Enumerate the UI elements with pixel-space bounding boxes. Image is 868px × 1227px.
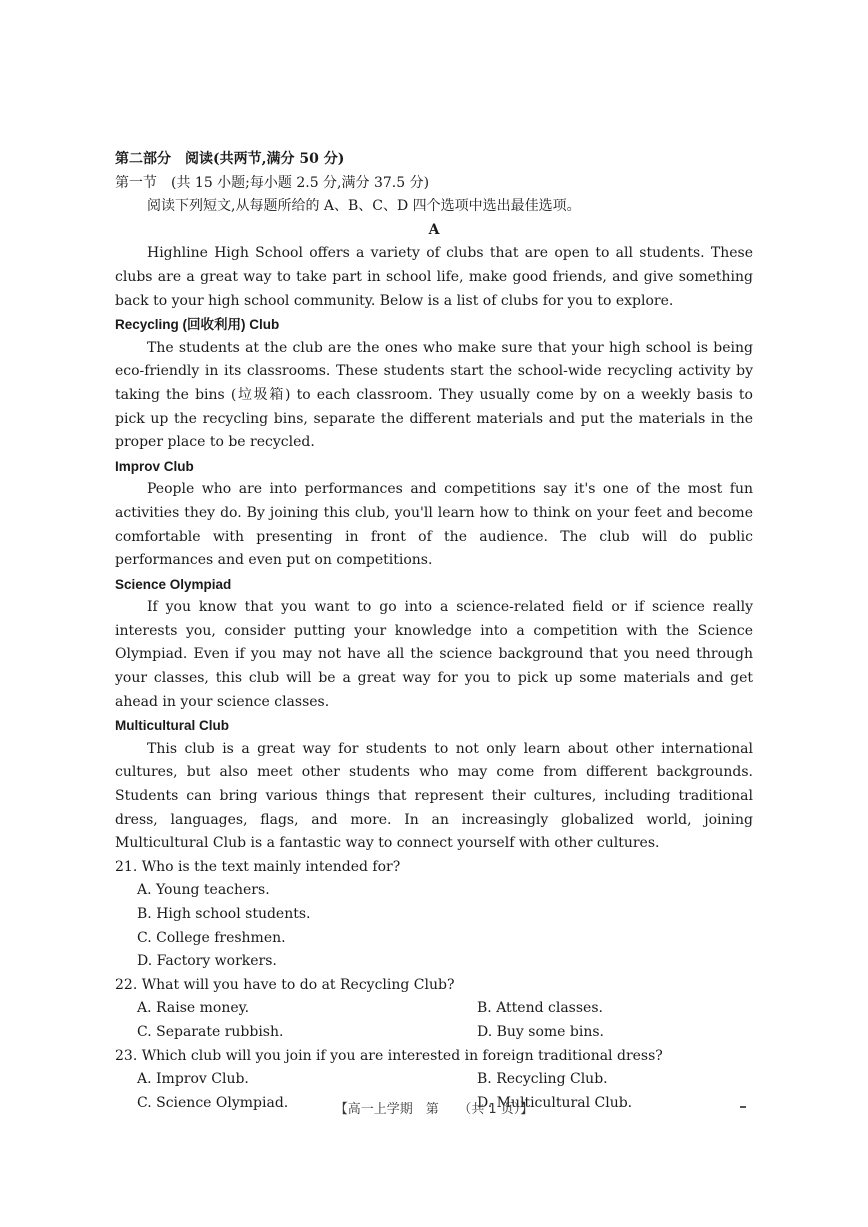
club-text-science: If you know that you want to go into a science-related field or if science really interests you, consider putting your knowledge into a competition with the Science Olympiad. Even if you may not have all the science background that you need through your classes, this club will be a great way for you to pick up some materials and get ahead in your science classes. [115,599,753,710]
question-22: 22. What will you have to do at Recycling Club? [115,976,455,993]
option-23-d: D. Multicultural Club. [477,1094,633,1111]
club-text-recycling: The students at the club are the ones who make sure that your high school is being eco-friendly in its classrooms. These students start the school-wide recycling activity by taking the bins (垃圾箱) to each classroom. They usually come by on a weekly basis to pick up the recycling bins, separate the different materials and put the materials in the proper place to be recycled. [115,339,753,451]
club-title-multicultural: Multicultural Club [115,718,229,734]
option-23-c: C. Science Olympiad. [137,1094,289,1111]
page-footer: 【高一上学期 第 （共 1 页）】 [334,1102,534,1117]
options-23-row1 [115,1068,753,1092]
passage-letter: A [428,221,440,238]
option-21-c: C. College freshmen. [137,929,286,946]
option-21-a: A. Young teachers. [137,882,270,899]
option-22-d: D. Buy some bins. [477,1023,605,1040]
club-text-improv: People who are into performances and competitions say it's one of the most fun activities they do. By joining this club, you'll learn how to think on your feet and become comfortable with presenting in front of the audience. The club will do public performances and even put on competitions. [115,481,753,569]
club-title-improv: Improv Club [115,458,194,474]
option-22-c: C. Separate rubbish. [137,1023,284,1040]
club-title-recycling: Recycling (回收利用) Club [115,317,280,333]
options-22-row1 [115,997,753,1021]
intro-paragraph: Highline High School offers a variety of clubs that are open to all students. These clubs are a great way to take part in school life, make good friends, and give something back to your high school community. Below is a list of clubs for you to explore. [115,245,753,309]
option-22-a: A. Raise money. [137,1000,250,1017]
part-heading: 第二部分 阅读(共两节,满分 50 分) [115,151,345,167]
section-heading: 第一节 (共 15 小题;每小题 2.5 分,满分 37.5 分) [115,174,430,191]
option-23-a: A. Improv Club. [137,1071,249,1088]
option-21-b: B. High school students. [137,906,311,922]
club-text-multicultural: This club is a great way for students to not only learn about other international cultures, but also meet other students who may come from different backgrounds. Students can bring various things that represent their cultures, including traditional dress, languages, flags, and more. In an increasingly globalized world, joining Multicultural Club is a fantastic way to connect yourself with other cultures. [115,740,753,852]
instruction: 阅读下列短文,从每题所给的 A、B、C、D 四个选项中选出最佳选项。 [147,198,581,215]
exam-page [115,148,753,1115]
option-21-d: D. Factory workers. [137,953,277,970]
club-title-science: Science Olympiad [115,576,232,592]
corner-mark [740,1106,746,1108]
question-21: 21. Who is the text mainly intended for? [115,858,401,875]
question-23: 23. Which club will you join if you are interested in foreign traditional dress? [115,1047,663,1064]
option-23-b: B. Recycling Club. [477,1071,608,1088]
option-22-b: B. Attend classes. [477,1000,603,1017]
options-22-row2 [115,1021,753,1045]
